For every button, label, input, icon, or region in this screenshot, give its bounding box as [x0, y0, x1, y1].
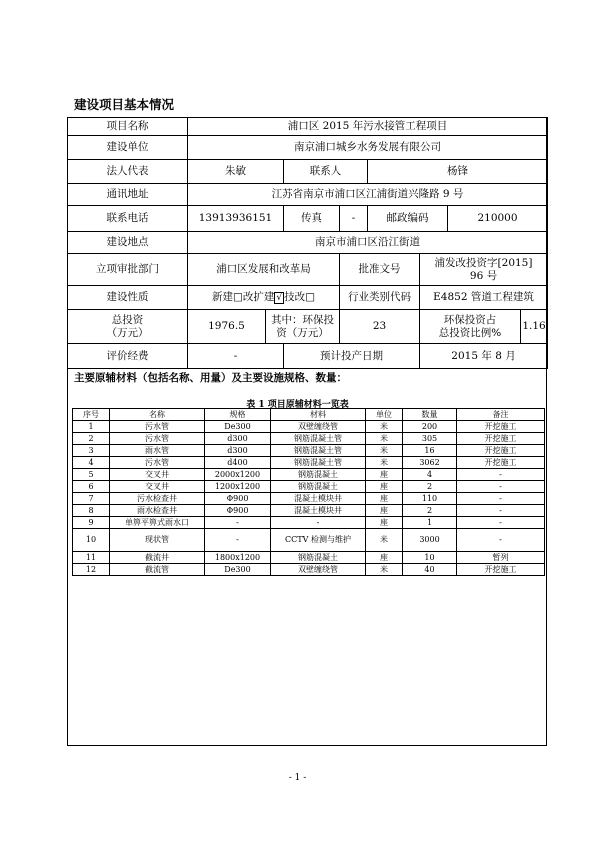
table-cell: 40	[403, 564, 457, 576]
table-cell: 污水管	[110, 421, 205, 433]
nature-check-box: √	[276, 292, 283, 303]
materials-header-row	[73, 409, 545, 421]
table-cell: 4	[73, 457, 110, 469]
table-cell: -	[457, 505, 545, 517]
row-approval	[68, 254, 548, 286]
address: 江苏省南京市浦口区江浦街道兴隆路 9 号	[188, 184, 548, 206]
phone-label: 联系电话	[68, 206, 188, 232]
postcode: 210000	[448, 206, 548, 232]
table-cell: 单箅平箅式雨水口	[110, 517, 205, 529]
table-cell: 开挖施工	[457, 457, 545, 469]
table-cell: Φ900	[205, 505, 271, 517]
header-cell: 数量	[403, 409, 457, 421]
table-cell: 8	[73, 505, 110, 517]
env-invest-label-line1: 其中：环保投	[271, 313, 334, 326]
table-cell: 开挖施工	[457, 421, 545, 433]
table-cell: -	[457, 517, 545, 529]
table-row	[73, 517, 545, 529]
table-row	[73, 529, 545, 552]
table-cell: 2	[403, 481, 457, 493]
table-cell: -	[271, 517, 366, 529]
table-cell: 米	[366, 433, 403, 445]
table-cell: 2	[73, 433, 110, 445]
nature-expand: 改扩建	[242, 290, 275, 303]
header-cell: 单位	[366, 409, 403, 421]
table-row	[73, 481, 545, 493]
table-cell: 2000x1200	[205, 469, 271, 481]
table-cell: 10	[73, 529, 110, 552]
eval-fee: -	[188, 344, 284, 369]
materials-heading: 主要原辅材料（包括名称、用量）及主要设施规格、数量：	[74, 372, 347, 384]
row-address	[68, 184, 548, 206]
header-cell: 名称	[110, 409, 205, 421]
table-row	[73, 433, 545, 445]
table-cell: 暂列	[457, 552, 545, 564]
table-cell: 3000	[403, 529, 457, 552]
table-cell: -	[457, 529, 545, 552]
nature-tech: 技改□	[284, 290, 316, 303]
project-name-label: 项目名称	[68, 118, 188, 136]
table-cell: 米	[366, 445, 403, 457]
table-cell: 双壁缠绕管	[271, 421, 366, 433]
table-cell: 开挖施工	[457, 445, 545, 457]
table-cell: 11	[73, 552, 110, 564]
phone: 13913936151	[188, 206, 284, 232]
industry: E4852 管道工程建筑	[420, 286, 548, 310]
table-cell: d400	[205, 457, 271, 469]
table-cell: 米	[366, 457, 403, 469]
table-cell: -	[457, 469, 545, 481]
page-number: - 1 -	[288, 773, 307, 783]
table-cell: 座	[366, 517, 403, 529]
industry-label: 行业类别代码	[340, 286, 420, 310]
table-cell: 1200x1200	[205, 481, 271, 493]
env-invest-label	[266, 310, 340, 344]
table-cell: 开挖施工	[457, 564, 545, 576]
project-info-table	[67, 117, 548, 369]
legal-rep: 朱敏	[188, 160, 284, 184]
investment: 1976.5	[188, 310, 266, 344]
postcode-label: 邮政编码	[368, 206, 448, 232]
row-eval	[68, 344, 548, 369]
table-cell: 雨水检查井	[110, 505, 205, 517]
table-cell: 座	[366, 552, 403, 564]
table-cell: De300	[205, 564, 271, 576]
table-cell: 钢筋混凝土管	[271, 457, 366, 469]
table-cell: 1	[403, 517, 457, 529]
approval-no-line1: 浦发改投资字[2015]	[434, 256, 533, 269]
investment-label	[68, 310, 188, 344]
location-label: 建设地点	[68, 232, 188, 254]
header-cell: 材料	[271, 409, 366, 421]
env-ratio-cell	[420, 310, 548, 344]
contact-label: 联系人	[284, 160, 368, 184]
table-cell: 截流井	[110, 552, 205, 564]
approval-no-line2: 96 号	[469, 269, 498, 282]
contact: 杨锋	[368, 160, 548, 184]
table-cell: 座	[366, 493, 403, 505]
table-cell: 交叉井	[110, 469, 205, 481]
table-cell: 混凝土模块井	[271, 505, 366, 517]
table-cell: 钢筋混凝土管	[271, 433, 366, 445]
materials-body	[73, 421, 545, 576]
fax: -	[340, 206, 368, 232]
table-cell: Φ900	[205, 493, 271, 505]
env-ratio-label-line1: 环保投资占	[443, 313, 497, 326]
header-cell: 备注	[457, 409, 545, 421]
table-row	[73, 445, 545, 457]
table-cell: d300	[205, 445, 271, 457]
table-cell: CCTV 检测与维护	[271, 529, 366, 552]
env-ratio: 1.16	[522, 320, 546, 332]
header-cell: 规格	[205, 409, 271, 421]
table-cell: 3062	[403, 457, 457, 469]
table-cell: d300	[205, 433, 271, 445]
table-row	[73, 493, 545, 505]
table-row	[73, 469, 545, 481]
row-unit	[68, 136, 548, 160]
row-legal	[68, 160, 548, 184]
table-cell: 座	[366, 505, 403, 517]
table-cell: 12	[73, 564, 110, 576]
table-cell: -	[205, 517, 271, 529]
table-cell: 污水检查井	[110, 493, 205, 505]
table-cell: -	[457, 481, 545, 493]
row-investment	[68, 310, 548, 344]
table-cell: 3	[73, 445, 110, 457]
table-cell: 4	[403, 469, 457, 481]
location: 南京市浦口区沿江街道	[188, 232, 548, 254]
row-location	[68, 232, 548, 254]
fax-label: 传真	[284, 206, 340, 232]
table-cell: -	[457, 493, 545, 505]
unit: 南京浦口城乡水务发展有限公司	[188, 136, 548, 160]
table-row	[73, 421, 545, 433]
address-label: 通讯地址	[68, 184, 188, 206]
table-cell: 钢筋混凝土	[271, 481, 366, 493]
table-cell: 交叉井	[110, 481, 205, 493]
table-cell: 座	[366, 481, 403, 493]
table-caption: 表 1 项目原辅材料一览表	[246, 400, 349, 410]
eval-fee-label: 评价经费	[68, 344, 188, 369]
table-cell: 座	[366, 469, 403, 481]
table-cell: 现状管	[110, 529, 205, 552]
row-project-name	[68, 118, 548, 136]
approval-dept: 浦口区发展和改革局	[188, 254, 340, 286]
nature-label: 建设性质	[68, 286, 188, 310]
table-cell: 米	[366, 529, 403, 552]
table-cell: 16	[403, 445, 457, 457]
materials-table	[72, 408, 545, 576]
approval-dept-label: 立项审批部门	[68, 254, 188, 286]
env-ratio-label-line2: 总投资比例%	[438, 326, 502, 339]
project-name: 浦口区 2015 年污水接管工程项目	[188, 118, 548, 136]
page-title: 建设项目基本情况	[74, 97, 175, 112]
table-cell: 200	[403, 421, 457, 433]
table-cell: 钢筋混凝土	[271, 469, 366, 481]
table-cell: 1800x1200	[205, 552, 271, 564]
table-cell: 开挖施工	[457, 433, 545, 445]
table-cell: 米	[366, 421, 403, 433]
start-date: 2015 年 8 月	[420, 344, 548, 369]
legal-rep-label: 法人代表	[68, 160, 188, 184]
table-cell: 2	[403, 505, 457, 517]
unit-label: 建设单位	[68, 136, 188, 160]
table-cell: 污水管	[110, 457, 205, 469]
table-cell: De300	[205, 421, 271, 433]
table-cell: 9	[73, 517, 110, 529]
table-row	[73, 564, 545, 576]
table-cell: 混凝土模块井	[271, 493, 366, 505]
table-cell: 污水管	[110, 433, 205, 445]
table-cell: 截流管	[110, 564, 205, 576]
table-row	[73, 505, 545, 517]
table-cell: 110	[403, 493, 457, 505]
row-nature	[68, 286, 548, 310]
row-phone	[68, 206, 548, 232]
table-cell: 钢筋混凝土	[271, 552, 366, 564]
table-cell: 钢筋混凝土管	[271, 445, 366, 457]
table-cell: -	[205, 529, 271, 552]
approval-no-label: 批准文号	[340, 254, 420, 286]
nature-new: 新建□	[211, 290, 243, 303]
table-cell: 305	[403, 433, 457, 445]
header-cell: 序号	[73, 409, 110, 421]
table-cell: 6	[73, 481, 110, 493]
table-row	[73, 552, 545, 564]
table-cell: 米	[366, 564, 403, 576]
table-row	[73, 457, 545, 469]
table-cell: 双壁缠绕管	[271, 564, 366, 576]
start-date-label: 预计投产日期	[284, 344, 420, 369]
investment-label-line1: 总投资	[111, 313, 144, 326]
table-cell: 5	[73, 469, 110, 481]
env-invest-label-line2: 资（万元）	[276, 326, 329, 339]
table-cell: 10	[403, 552, 457, 564]
nature-options	[188, 286, 340, 310]
table-cell: 1	[73, 421, 110, 433]
approval-no	[420, 254, 548, 286]
env-invest: 23	[340, 310, 420, 344]
env-ratio-label	[420, 310, 521, 343]
table-cell: 7	[73, 493, 110, 505]
table-cell: 雨水管	[110, 445, 205, 457]
investment-label-line2: （万元）	[106, 326, 149, 339]
